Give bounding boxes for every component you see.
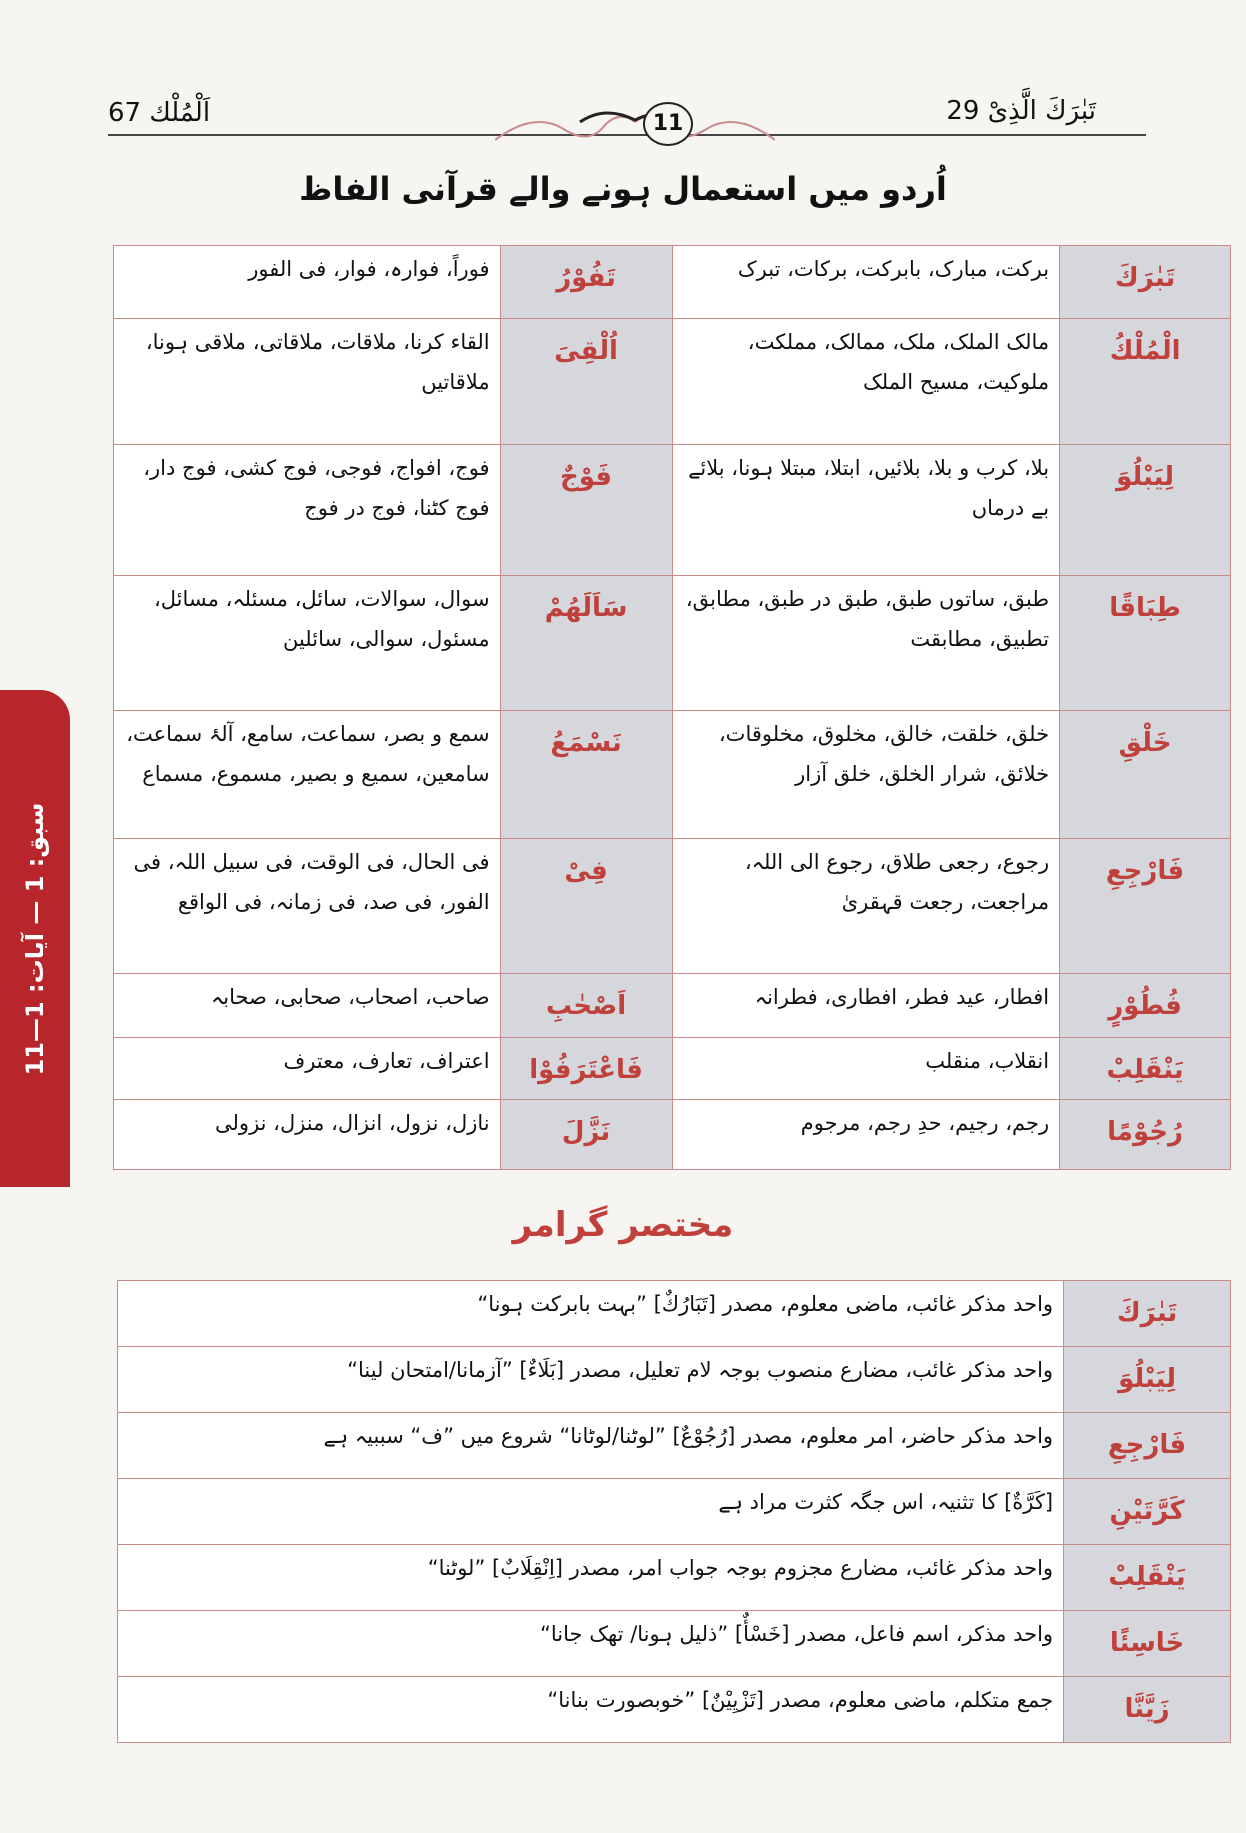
grammar-description: [كَرَّةٌ] کا تثنیہ، اس جگہ کثرت مراد ہے [118, 1479, 1064, 1545]
grammar-row [118, 1479, 1231, 1545]
vocab-row [114, 839, 1231, 974]
grammar-description: واحد مذکر حاضر، امر معلوم، مصدر [رُجُوْعٌ] ”لوٹنا/لوٹانا“ شروع میں ”ف“ سببیہ ہے [118, 1413, 1064, 1479]
vocab-row [114, 1038, 1231, 1100]
urdu-derivatives: نازل، نزول، انزال، منزل، نزولی [114, 1100, 501, 1170]
lesson-label: سبق: 1 — آیات: 1—11 [21, 802, 49, 1075]
vocab-row [114, 576, 1231, 711]
quranic-word: اَصْحٰبِ [500, 974, 672, 1038]
grammar-row [118, 1611, 1231, 1677]
grammar-row [118, 1545, 1231, 1611]
quranic-word: سَاَلَهُمْ [500, 576, 672, 711]
urdu-derivatives: برکت، مبارک، بابرکت، برکات، تبرک [672, 246, 1060, 319]
grammar-word: یَنْقَلِبْ [1064, 1545, 1231, 1611]
vocab-row [114, 711, 1231, 839]
quranic-word: رُجُوْمًا [1060, 1100, 1231, 1170]
grammar-word: زَیَّنَّا [1064, 1677, 1231, 1743]
urdu-derivatives: خلق، خلقت، خالق، مخلوق، مخلوقات، خلائق، شرار الخلق، خلق آزار [672, 711, 1060, 839]
urdu-derivatives: رجم، رجیم، حدِ رجم، مرجوم [672, 1100, 1060, 1170]
urdu-derivatives: سوال، سوالات، سائل، مسئلہ، مسائل، مسئول، سوالی، سائلین [114, 576, 501, 711]
vocab-row [114, 974, 1231, 1038]
urdu-derivatives: فوراً، فوارہ، فوار، فی الفور [114, 246, 501, 319]
grammar-word: فَارْجِعِ [1064, 1413, 1231, 1479]
quranic-word: فَارْجِعِ [1060, 839, 1231, 974]
grammar-heading: مختصر گرامر [512, 1205, 734, 1245]
grammar-row [118, 1281, 1231, 1347]
urdu-derivatives: فوج، افواج، فوجی، فوج کشی، فوج دار، فوج کٹنا، فوج در فوج [114, 445, 501, 576]
urdu-derivatives: افطار، عید فطر، افطاری، فطرانہ [672, 974, 1060, 1038]
quranic-word: الْمُلْكُ [1060, 319, 1231, 445]
urdu-derivatives: سمع و بصر، سماعت، سامع، آلۂ سماعت، سامعین، سمیع و بصیر، مسموع، مسماع [114, 711, 501, 839]
quranic-word: نَزَّلَ [500, 1100, 672, 1170]
grammar-word: خَاسِئًا [1064, 1611, 1231, 1677]
vocab-row [114, 319, 1231, 445]
grammar-description: واحد مذکر غائب، مضارع مجزوم بوجہ جواب امر، مصدر [اِنْقِلَابٌ] ”لوٹنا“ [118, 1545, 1064, 1611]
page-number: 11 [643, 102, 693, 146]
grammar-description: جمع متکلم، ماضی معلوم، مصدر [تَزْیِیْنٌ] ”خوبصورت بنانا“ [118, 1677, 1064, 1743]
vocab-table [113, 245, 1231, 1170]
urdu-derivatives: القاء کرنا، ملاقات، ملاقاتی، ملاقی ہونا، ملاقاتیں [114, 319, 501, 445]
urdu-derivatives: بلا، کرب و بلا، بلائیں، ابتلا، مبتلا ہونا، بلائے بے درماں [672, 445, 1060, 576]
quranic-word: تَبٰرَكَ [1060, 246, 1231, 319]
urdu-derivatives: رجوع، رجعی طلاق، رجوع الی اللہ، مراجعت، رجعت قہقریٰ [672, 839, 1060, 974]
page-title: اُردو میں استعمال ہونے والے قرآنی الفاظ [299, 170, 947, 208]
ornament-icon [495, 100, 775, 150]
quranic-word: طِبَاقًا [1060, 576, 1231, 711]
grammar-description: واحد مذکر غائب، مضارع منصوب بوجہ لام تعلیل، مصدر [بَلَاءٌ] ”آزمانا/امتحان لینا“ [118, 1347, 1064, 1413]
urdu-derivatives: طبق، ساتوں طبق، طبق در طبق، مطابق، تطبیق، مطابقت [672, 576, 1060, 711]
grammar-description: واحد مذکر، اسم فاعل، مصدر [خَسْأٌ] ”ذلیل ہونا/ تھک جانا“ [118, 1611, 1064, 1677]
quranic-word: فُطُوْرٍ [1060, 974, 1231, 1038]
vocab-row [114, 246, 1231, 319]
grammar-word: تَبٰرَكَ [1064, 1281, 1231, 1347]
surah-name-header: اَلْمُلْك 67 [108, 98, 211, 128]
quranic-word: اُلْقِیَ [500, 319, 672, 445]
urdu-derivatives: اعتراف، تعارف، معترف [114, 1038, 501, 1100]
grammar-word: كَرَّتَیْنِ [1064, 1479, 1231, 1545]
vocab-row [114, 445, 1231, 576]
grammar-word: لِیَبْلُوَ [1064, 1347, 1231, 1413]
urdu-derivatives: انقلاب، منقلب [672, 1038, 1060, 1100]
quranic-word: خَلْقِ [1060, 711, 1231, 839]
grammar-row [118, 1413, 1231, 1479]
urdu-derivatives: صاحب، اصحاب، صحابی، صحابہ [114, 974, 501, 1038]
grammar-row [118, 1347, 1231, 1413]
quranic-word: لِیَبْلُوَ [1060, 445, 1231, 576]
quranic-word: فَاعْتَرَفُوْا [500, 1038, 672, 1100]
urdu-derivatives: فی الحال، فی الوقت، فی سبیل اللہ، فی الفور، فی صد، فی زمانہ، فی الواقع [114, 839, 501, 974]
vocab-row [114, 1100, 1231, 1170]
grammar-description: واحد مذکر غائب، ماضی معلوم، مصدر [تَبَارُكٌ] ”بہت بابرکت ہونا“ [118, 1281, 1064, 1347]
juz-name-header: تَبٰرَكَ الَّذِیْ 29 [946, 96, 1096, 126]
quranic-word: نَسْمَعُ [500, 711, 672, 839]
lesson-side-tab [0, 690, 70, 1187]
quranic-word: فَوْجٌ [500, 445, 672, 576]
grammar-row [118, 1677, 1231, 1743]
grammar-table [117, 1280, 1231, 1743]
quranic-word: یَنْقَلِبْ [1060, 1038, 1231, 1100]
quranic-word: فِیْ [500, 839, 672, 974]
urdu-derivatives: مالک الملک، ملک، ممالک، مملکت، ملوکیت، مسیح الملک [672, 319, 1060, 445]
quranic-word: تَفُوْرُ [500, 246, 672, 319]
